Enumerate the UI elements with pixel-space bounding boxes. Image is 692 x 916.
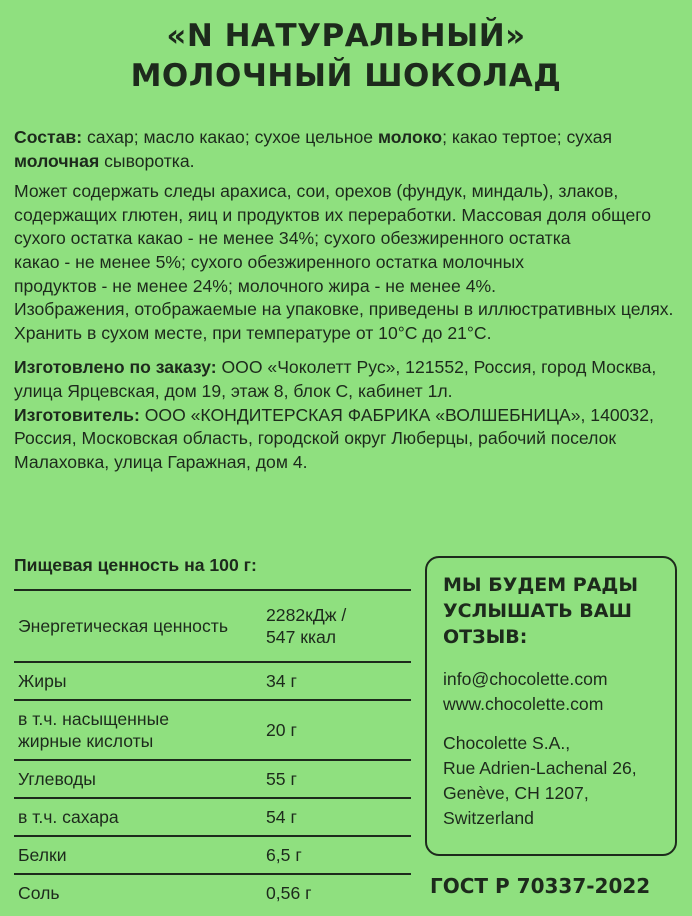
nutrition-row: [14, 837, 411, 875]
nutrient-value: 2282кДж / 547 ккал: [266, 605, 347, 647]
info-block: [14, 180, 682, 345]
manufacturer-label: Изготовитель:: [14, 404, 140, 425]
info-line: Может содержать следы арахиса, сои, орехов (фундук, миндаль), злаков,: [14, 181, 619, 202]
label-text: [14, 126, 682, 474]
composition: Состав: сахар; масло какао; сухое цельное молоко; какао тертое; сухая молочная сыворотка.: [14, 127, 613, 171]
nutrition-row: [14, 663, 411, 701]
nutrient-value: 20 г: [266, 720, 297, 740]
title-line-2: МОЛОЧНЫЙ ШОКОЛАД: [130, 58, 562, 94]
nutrient-name: Энергетическая ценность: [18, 616, 228, 636]
nutrient-name: Углеводы: [18, 769, 96, 789]
nutrient-value: 0,56 г: [266, 883, 312, 903]
nutrient-value: 34 г: [266, 671, 297, 691]
nutrition-row: [14, 761, 411, 799]
info-line: содержащих глютен, яиц и продуктов их переработки. Массовая доля общего: [14, 204, 652, 225]
nutrient-value: 54 г: [266, 807, 297, 827]
nutrition-row: [14, 875, 411, 911]
info-line: Изображения, отображаемые на упаковке, приведены в иллюстративных целях.: [14, 299, 674, 320]
nutrition-table: [14, 589, 411, 911]
product-title: [0, 16, 692, 96]
company-address: Chocolette S.A., Rue Adrien-Lachenal 26, Genève, CH 1207, Switzerland: [443, 733, 637, 828]
nutrient-value: 6,5 г: [266, 845, 302, 865]
title-line-1: «N НАТУРАЛЬНЫЙ»: [166, 18, 526, 54]
nutrition-row: [14, 799, 411, 837]
feedback-box: [425, 556, 677, 856]
nutrient-name: Жиры: [18, 671, 67, 691]
email-link[interactable]: info@chocolette.com: [443, 669, 608, 689]
nutrient-name: в т.ч. сахара: [18, 807, 119, 827]
gost-standard: ГОСТ Р 70337-2022: [430, 874, 651, 898]
info-line: продуктов - не менее 24%; молочного жира - не менее 4%.: [14, 275, 497, 296]
nutrient-value: 55 г: [266, 769, 297, 789]
website-link[interactable]: www.chocolette.com: [443, 694, 604, 714]
nutrient-name: в т.ч. насыщенные жирные кислоты: [18, 709, 170, 751]
manufacturer: Изготовитель: ООО «КОНДИТЕРСКАЯ ФАБРИКА «ВОЛШЕБНИЦА», 140032, Россия, Московская область, городской округ Люберцы, рабочий поселок Малаховка, улица Гаражная, дом 4.: [14, 404, 654, 472]
nutrition-row: [14, 591, 411, 663]
nutrition-row: [14, 701, 411, 761]
ordered-by: Изготовлено по заказу: ООО «Чоколетт Рус», 121552, Россия, город Москва, улица Ярцевская, дом 19, этаж 8, блок С, кабинет 1л.: [14, 357, 657, 401]
nutrient-name: Соль: [18, 883, 60, 903]
ordered-by-label: Изготовлено по заказу:: [14, 357, 217, 378]
nutrient-name: Белки: [18, 845, 67, 865]
info-line: какао - не менее 5%; сухого обезжиренного остатка молочных: [14, 251, 525, 272]
feedback-heading: МЫ БУДЕМ РАДЫ УСЛЫШАТЬ ВАШ ОТЗЫВ:: [443, 574, 639, 648]
feedback-contacts: [443, 667, 661, 717]
nutrition-title: Пищевая ценность на 100 г:: [14, 555, 257, 575]
info-line: сухого остатка какао - не менее 34%; сухого обезжиренного остатка: [14, 228, 571, 249]
composition-label: Состав:: [14, 127, 83, 147]
info-line: Хранить в сухом месте, при температуре от 10°С до 21°С.: [14, 322, 492, 343]
